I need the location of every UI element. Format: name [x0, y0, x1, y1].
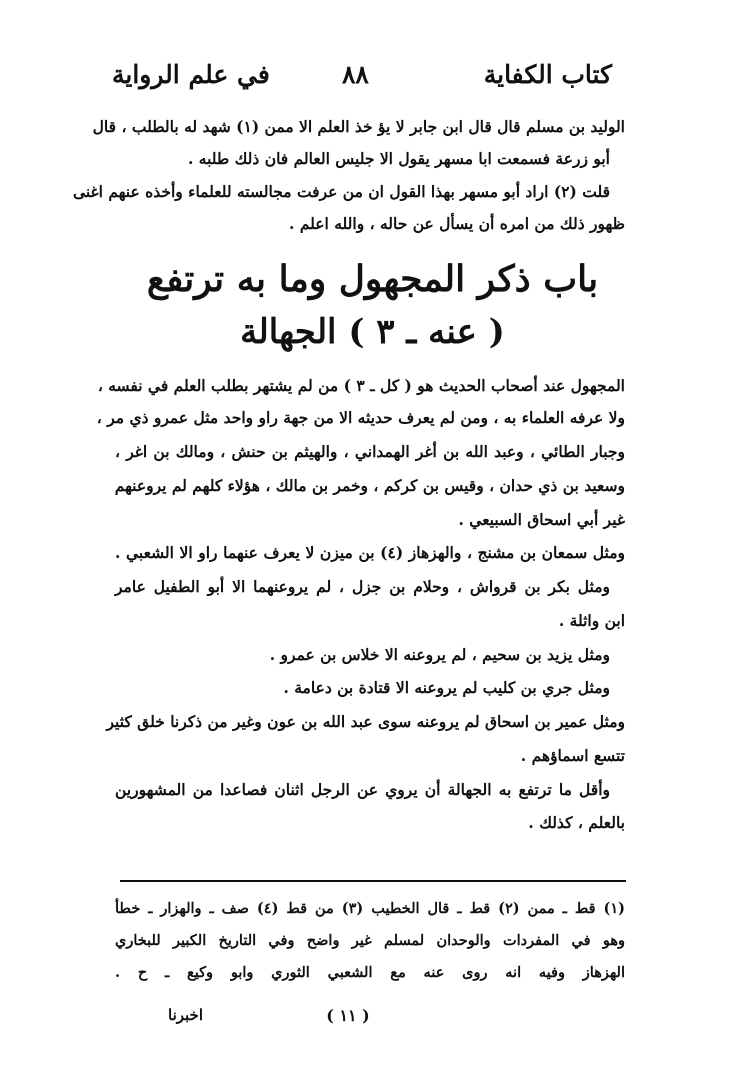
- footnote-line: وهو في المفردات والوحدان لمسلم غير واضح وفي التاريخ الكبير للبخاري: [115, 932, 625, 949]
- note-line: قلت (٢) اراد أبو مسهر بهذا القول ان من عرفت مجالسته للعلماء وأخذه عنهم اغنى: [72, 182, 610, 201]
- intro-line: الوليد بن مسلم قال قال ابن جابر لا يؤ خذ العلم الا ممن (١) شهد له بالطلب ، قال: [92, 117, 625, 136]
- book-title: كتاب الكفاية: [483, 60, 612, 89]
- intro-line: أبو زرعة فسمعت ابا مسهر يقول الا جليس العالم فان ذلك طلبه .: [187, 149, 610, 168]
- body-line: وسعيد بن ذي حدان ، وقيس بن كركم ، وخمر بن مالك ، هؤلاء كلهم لم يروعنهم: [114, 476, 625, 495]
- body-line: ومثل عمير بن اسحاق لم يروعنه سوى عبد الله بن عون وغير من ذكرنا خلق كثير: [106, 712, 625, 731]
- body-line: ومثل يزيد بن سحيم ، لم يروعنه الا خلاس بن عمرو .: [269, 645, 610, 664]
- chapter-title-continued: ( عنه ـ ٣ ) الجهالة: [240, 312, 505, 352]
- page-number: ٨٨: [342, 60, 369, 89]
- body-line: ولا عرفه العلماء به ، ومن لم يعرف حديثه الا من جهة راو واحد مثل عمرو ذي مر ،: [96, 408, 625, 427]
- body-line: ومثل سمعان بن مشنج ، والهزهاز (٤) بن ميزن لا يعرف عنهما راو الا الشعبي .: [115, 543, 626, 562]
- body-line: ومثل جري بن كليب لم يروعنه الا قتادة بن دعامة .: [283, 678, 610, 697]
- chapter-title: باب ذكر المجهول وما به ترتفع: [146, 258, 599, 300]
- body-line: وجبار الطائي ، وعبد الله بن أغر الهمداني ، والهيثم بن حنش ، ومالك بن اغر ،: [115, 442, 625, 461]
- body-line: ابن واثلة .: [558, 611, 625, 630]
- body-line: بالعلم ، كذلك .: [528, 813, 625, 832]
- signature-mark: ( ١١ ): [326, 1006, 370, 1025]
- body-line: تتسع اسماؤهم .: [520, 746, 625, 765]
- body-line: ومثل بكر بن قرواش ، وحلام بن جزل ، لم يروعنهما الا أبو الطفيل عامر: [115, 577, 610, 596]
- footnote-line: الهزهاز وفيه انه روى عنه مع الشعبي الثوري وابو وكيع ـ ح .: [115, 964, 625, 981]
- catchword: اخبرنا: [168, 1006, 203, 1024]
- book-subtitle: في علم الرواية: [112, 60, 270, 89]
- running-header: [112, 60, 612, 100]
- footnote-divider: [120, 880, 626, 882]
- note-line: ظهور ذلك من امره أن يسأل عن حاله ، والله اعلم .: [289, 214, 625, 233]
- body-line: المجهول عند أصحاب الحديث هو ( كل ـ ٣ ) من لم يشتهر بطلب العلم في نفسه ،: [97, 376, 625, 395]
- footnote-line: (١) قط ـ ممن (٢) قط ـ قال الخطيب (٣) من قط (٤) صف ـ والهزار ـ خطأ: [115, 900, 626, 917]
- body-line: غير أبي اسحاق السبيعي .: [458, 510, 625, 529]
- body-line: وأقل ما ترتفع به الجهالة أن يروي عن الرجل اثنان فصاعدا من المشهورين: [115, 780, 610, 799]
